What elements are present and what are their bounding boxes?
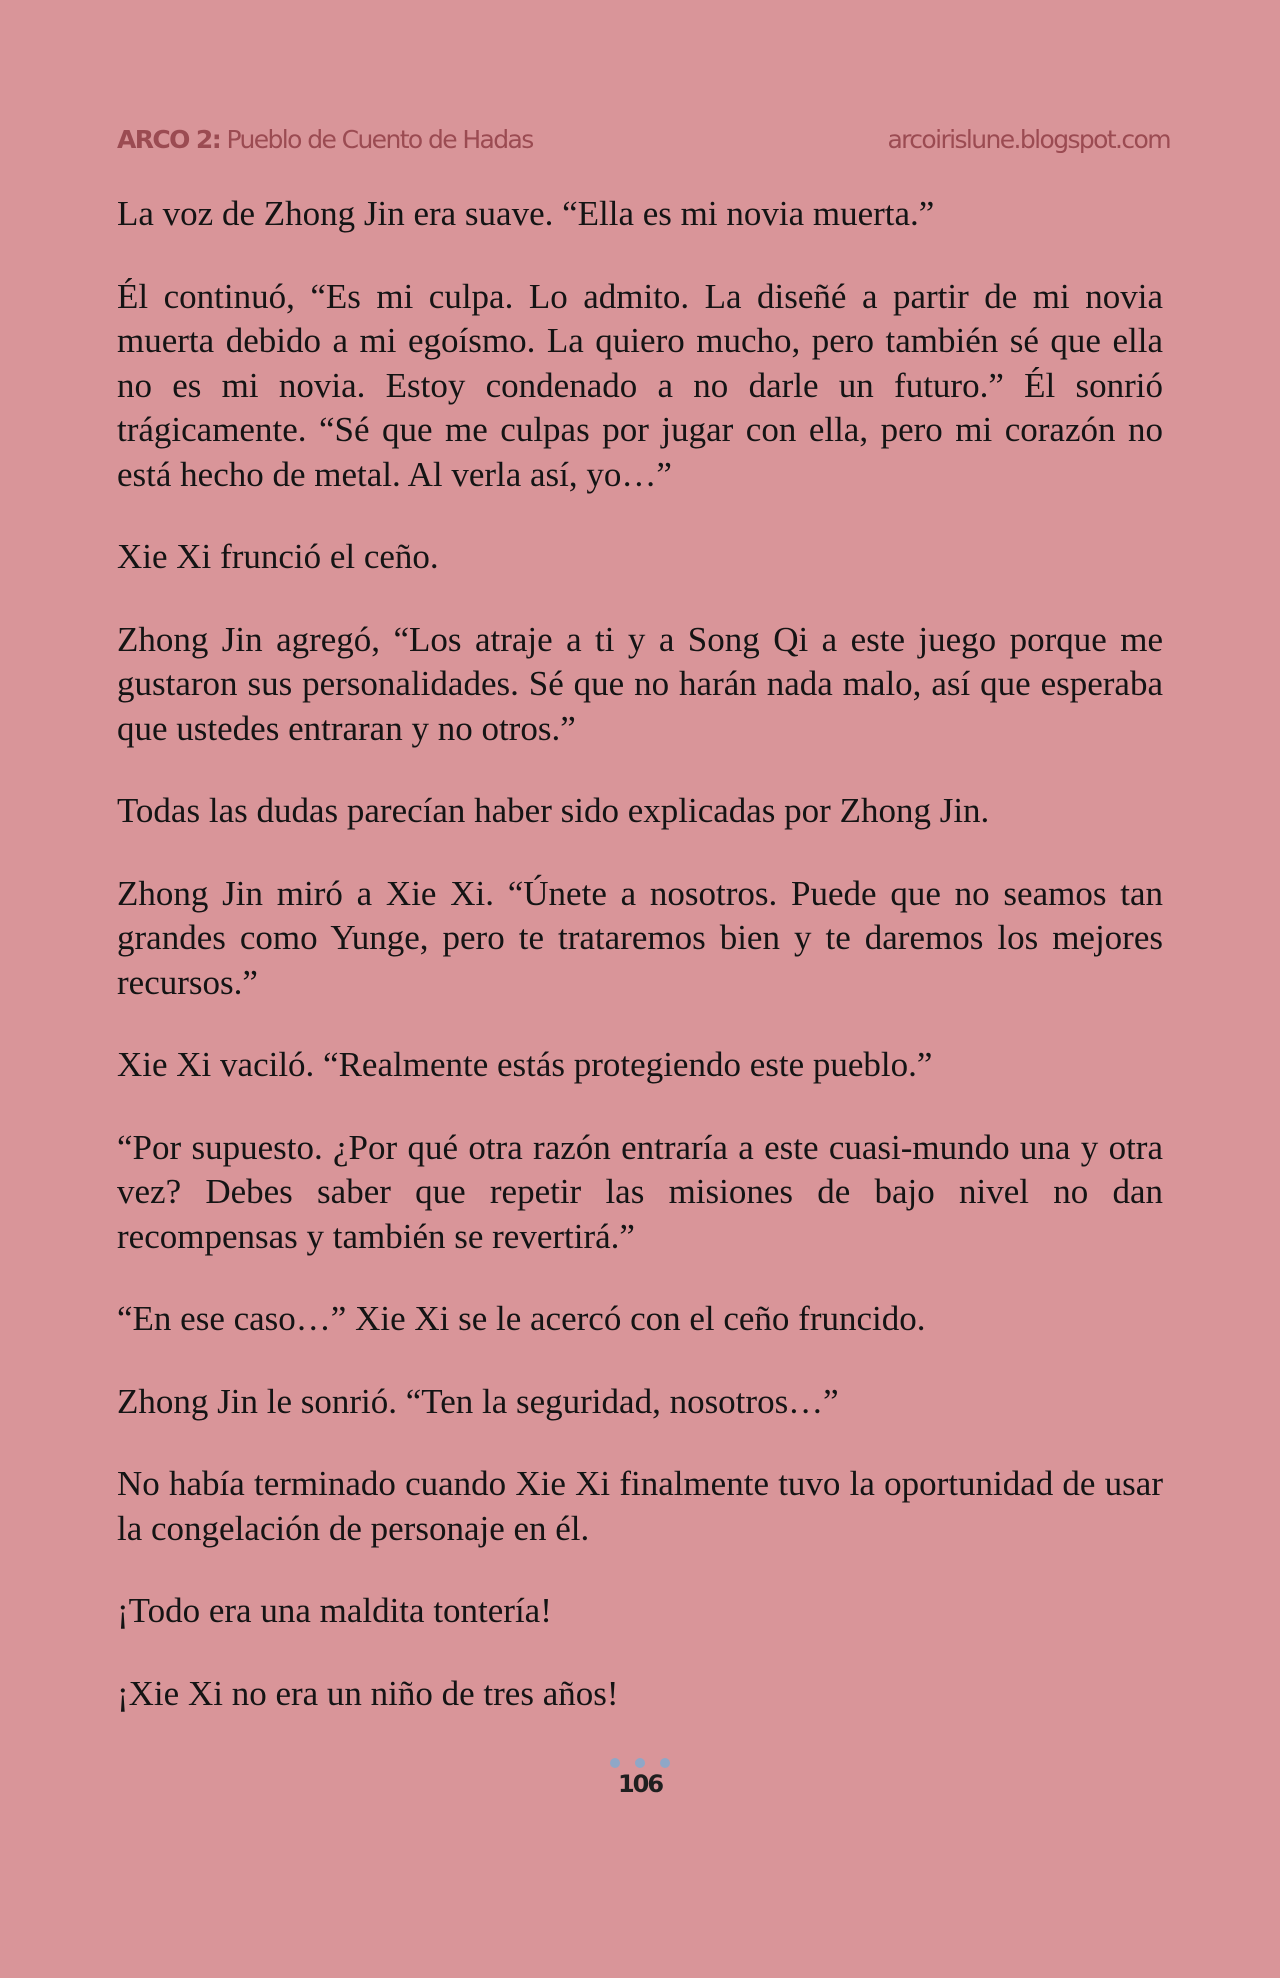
header-arc-label: ARCO 2: [117, 124, 221, 154]
paragraph: Zhong Jin le sonrió. “Ten la seguridad, nosotros…” [117, 1381, 839, 1421]
dot-icon [660, 1758, 670, 1768]
page-footer [0, 1758, 1280, 1798]
header-site-url: arcoirislune.blogspot.com [887, 124, 1170, 154]
paragraph: ¡Xie Xi no era un niño de tres años! [117, 1673, 619, 1713]
paragraph: “En ese caso…” Xie Xi se le acercó con el ceño fruncido. [117, 1299, 926, 1338]
paragraph: Zhong Jin agregó, “Los atraje a ti y a Song Qi a este juego porque me gustaron sus personalidades. Sé que no harán nada malo, así que esperaba que ustedes entraran y no otros.” [117, 619, 1163, 748]
page-number: 106 [617, 1770, 663, 1798]
header-arc-title: Pueblo de Cuento de Hadas [226, 124, 533, 154]
paragraph: Todas las dudas parecían haber sido explicadas por Zhong Jin. [117, 791, 990, 830]
dot-icon [610, 1758, 620, 1768]
dot-icon [635, 1758, 645, 1768]
page-body [117, 192, 1163, 1754]
footer-dots-ornament [610, 1758, 670, 1768]
paragraph: “Por supuesto. ¿Por qué otra razón entraría a este cuasi-mundo una y otra vez? Debes saber que repetir las misiones de bajo nivel no dan recompensas y también se revertirá.” [117, 1127, 1163, 1256]
paragraph: Xie Xi vaciló. “Realmente estás protegiendo este pueblo.” [117, 1045, 933, 1084]
paragraph: No había terminado cuando Xie Xi finalmente tuvo la oportunidad de usar la congelación de personaje en él. [117, 1464, 1163, 1548]
paragraph: ¡Todo era una maldita tontería! [117, 1591, 552, 1630]
header-chapter-title [117, 125, 533, 154]
paragraph: La voz de Zhong Jin era suave. “Ella es mi novia muerta.” [117, 194, 935, 233]
paragraph: Xie Xi frunció el ceño. [117, 537, 439, 576]
paragraph: Zhong Jin miró a Xie Xi. “Únete a nosotros. Puede que no seamos tan grandes como Yunge, pero te trataremos bien y te daremos los mejores recursos.” [117, 873, 1163, 1002]
paragraph: Él continuó, “Es mi culpa. Lo admito. La diseñé a partir de mi novia muerta debido a mi egoísmo. La quiero mucho, pero también sé que ella no es mi novia. Estoy condenado a no darle un futuro.” Él sonrió trágicamente. “Sé que me culpas por jugar con ella, pero mi corazón no está hecho de metal. Al verla así, yo…” [117, 276, 1163, 494]
page-header [117, 122, 1170, 156]
